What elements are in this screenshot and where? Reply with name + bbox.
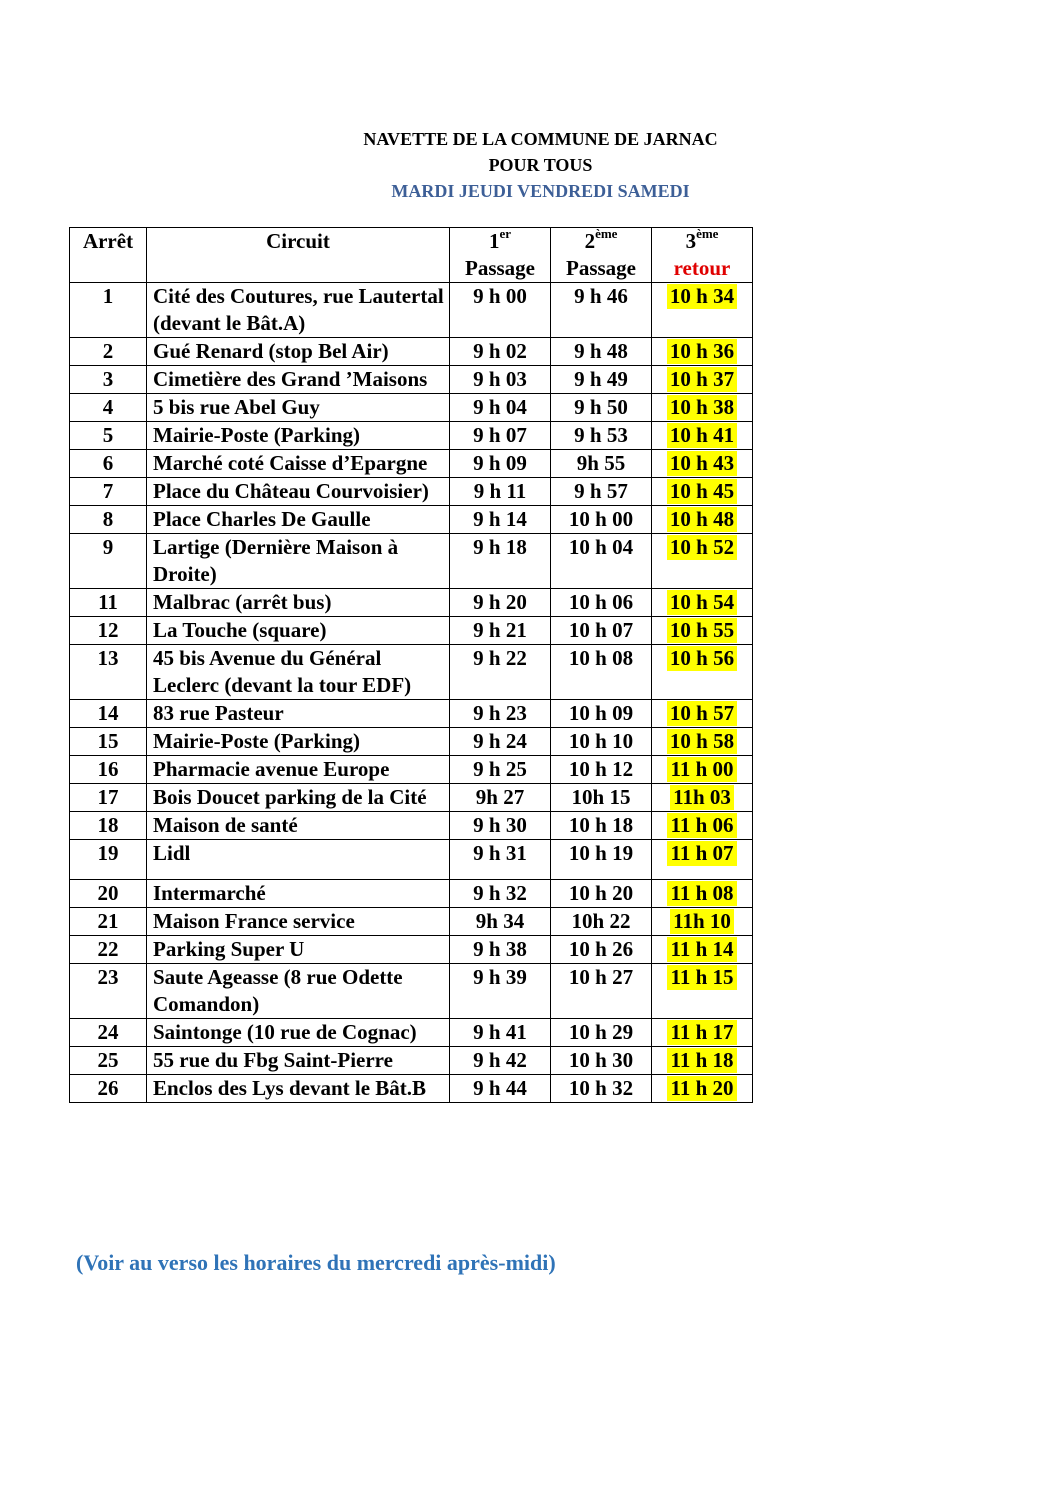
retour-time: 11 h 17 [667,1020,736,1045]
stop-circuit: Place Charles De Gaulle [147,506,450,534]
retour-time: 11 h 15 [667,965,736,990]
passage-1-time: 9 h 39 [450,964,551,1019]
retour-time: 10 h 56 [667,646,737,671]
passage-2-time: 9 h 49 [551,366,652,394]
passage-1-time: 9 h 41 [450,1019,551,1047]
table-row [70,1075,753,1103]
retour-time: 10 h 55 [667,618,737,643]
table-row [70,1019,753,1047]
stop-number: 14 [70,700,147,728]
table-header-row [70,228,753,283]
header-passage-1 [450,228,551,283]
retour-cell [652,1075,753,1103]
stop-number: 18 [70,812,147,840]
passage-1-time: 9 h 14 [450,506,551,534]
retour-time: 10 h 38 [667,395,737,420]
stop-circuit: Cité des Coutures, rue Lautertal (devant le Bât.A) [147,283,450,338]
table-row [70,422,753,450]
header-arret: Arrêt [70,228,147,283]
passage-1-time: 9 h 02 [450,338,551,366]
retour-time: 10 h 48 [667,507,737,532]
table-row [70,506,753,534]
stop-circuit: Marché coté Caisse d’Epargne [147,450,450,478]
passage-2-time: 10h 15 [551,784,652,812]
retour-cell [652,936,753,964]
retour-cell [652,478,753,506]
passage-2-time: 10 h 27 [551,964,652,1019]
passage-1-time: 9 h 00 [450,283,551,338]
retour-time: 10 h 45 [667,479,737,504]
retour-cell [652,506,753,534]
stop-circuit: Lidl [147,840,450,880]
header-p2-sup: ème [595,226,618,241]
stop-number: 20 [70,880,147,908]
retour-cell [652,422,753,450]
stop-circuit: Pharmacie avenue Europe [147,756,450,784]
stop-number: 6 [70,450,147,478]
passage-1-time: 9 h 42 [450,1047,551,1075]
retour-cell [652,908,753,936]
retour-cell [652,728,753,756]
header-circuit: Circuit [147,228,450,283]
retour-time: 10 h 54 [667,590,737,615]
header-p1-sup: er [499,226,512,241]
passage-1-time: 9 h 20 [450,589,551,617]
retour-time: 11h 10 [670,909,734,934]
passage-2-time: 10 h 07 [551,617,652,645]
passage-2-time: 10 h 04 [551,534,652,589]
retour-time: 10 h 36 [667,339,737,364]
retour-time: 11 h 00 [667,757,736,782]
passage-1-time: 9 h 44 [450,1075,551,1103]
retour-cell [652,1047,753,1075]
stop-number: 16 [70,756,147,784]
retour-cell [652,964,753,1019]
passage-2-time: 10h 22 [551,908,652,936]
retour-cell [652,534,753,589]
stop-circuit: Saintonge (10 rue de Cognac) [147,1019,450,1047]
table-row [70,366,753,394]
retour-time: 10 h 34 [667,284,737,309]
retour-cell [652,394,753,422]
passage-1-time: 9 h 07 [450,422,551,450]
table-row [70,450,753,478]
stop-circuit: Maison France service [147,908,450,936]
header-p1-label: Passage [465,256,535,280]
retour-time: 11 h 08 [667,881,736,906]
retour-cell [652,366,753,394]
table-row [70,728,753,756]
passage-2-time: 10 h 32 [551,1075,652,1103]
stop-number: 7 [70,478,147,506]
stop-number: 11 [70,589,147,617]
stop-circuit: Saute Ageasse (8 rue Odette Comandon) [147,964,450,1019]
table-row [70,908,753,936]
passage-1-time: 9 h 03 [450,366,551,394]
stop-number: 25 [70,1047,147,1075]
passage-1-time: 9 h 11 [450,478,551,506]
document-subtitle: POUR TOUS [488,155,593,175]
stop-number: 26 [70,1075,147,1103]
passage-2-time: 10 h 12 [551,756,652,784]
retour-cell [652,617,753,645]
passage-1-time: 9h 34 [450,908,551,936]
passage-1-time: 9h 27 [450,784,551,812]
service-days: MARDI JEUDI VENDREDI SAMEDI [391,181,690,201]
passage-2-time: 10 h 30 [551,1047,652,1075]
stop-number: 15 [70,728,147,756]
stop-circuit: 55 rue du Fbg Saint-Pierre [147,1047,450,1075]
stop-number: 21 [70,908,147,936]
stop-number: 12 [70,617,147,645]
stop-number: 19 [70,840,147,880]
retour-cell [652,880,753,908]
passage-2-time: 10 h 08 [551,645,652,700]
footnote: (Voir au verso les horaires du mercredi après-midi) [76,1250,556,1275]
retour-cell [652,784,753,812]
retour-time: 10 h 41 [667,423,737,448]
header-retour [652,228,753,283]
retour-cell [652,812,753,840]
header-passage-2 [551,228,652,283]
stop-number: 9 [70,534,147,589]
passage-1-time: 9 h 18 [450,534,551,589]
retour-cell [652,338,753,366]
table-row [70,936,753,964]
stop-number: 8 [70,506,147,534]
header-p2-label: Passage [566,256,636,280]
passage-2-time: 10 h 09 [551,700,652,728]
passage-1-time: 9 h 30 [450,812,551,840]
passage-1-time: 9 h 25 [450,756,551,784]
retour-time: 11 h 07 [667,841,736,866]
passage-2-time: 10 h 20 [551,880,652,908]
header-p1-num: 1 [488,229,500,253]
passage-2-time: 9h 55 [551,450,652,478]
retour-time: 10 h 37 [667,367,737,392]
passage-2-time: 9 h 57 [551,478,652,506]
table-row [70,840,753,880]
stop-number: 1 [70,283,147,338]
retour-time: 10 h 57 [667,701,737,726]
stop-number: 23 [70,964,147,1019]
document-title: NAVETTE DE LA COMMUNE DE JARNAC [363,129,718,149]
retour-time: 10 h 58 [667,729,737,754]
table-row [70,394,753,422]
document-header [0,126,1058,204]
passage-1-time: 9 h 22 [450,645,551,700]
passage-2-time: 9 h 46 [551,283,652,338]
passage-2-time: 10 h 29 [551,1019,652,1047]
retour-time: 11 h 14 [667,937,736,962]
retour-time: 10 h 52 [667,535,737,560]
stop-circuit: Parking Super U [147,936,450,964]
table-row [70,784,753,812]
retour-time: 11 h 18 [667,1048,736,1073]
stop-number: 2 [70,338,147,366]
header-p2-num: 2 [584,229,596,253]
stop-circuit: Cimetière des Grand ’Maisons [147,366,450,394]
passage-2-time: 9 h 53 [551,422,652,450]
retour-cell [652,700,753,728]
passage-2-time: 9 h 50 [551,394,652,422]
passage-2-time: 10 h 10 [551,728,652,756]
passage-1-time: 9 h 21 [450,617,551,645]
header-p3-num: 3 [685,229,697,253]
passage-2-time: 10 h 26 [551,936,652,964]
retour-cell [652,450,753,478]
stop-circuit: La Touche (square) [147,617,450,645]
passage-1-time: 9 h 38 [450,936,551,964]
table-row [70,589,753,617]
passage-2-time: 9 h 48 [551,338,652,366]
stop-circuit: Malbrac (arrêt bus) [147,589,450,617]
stop-number: 17 [70,784,147,812]
header-p3-label: retour [673,256,731,280]
retour-cell [652,840,753,880]
stop-circuit: Gué Renard (stop Bel Air) [147,338,450,366]
stop-number: 4 [70,394,147,422]
stop-circuit: Maison de santé [147,812,450,840]
stop-circuit: Lartige (Dernière Maison à Droite) [147,534,450,589]
table-row [70,964,753,1019]
stop-circuit: Place du Château Courvoisier) [147,478,450,506]
passage-1-time: 9 h 23 [450,700,551,728]
table-row [70,617,753,645]
schedule-table [69,227,753,1103]
passage-2-time: 10 h 00 [551,506,652,534]
retour-time: 11h 03 [670,785,734,810]
table-row [70,534,753,589]
table-row [70,338,753,366]
passage-2-time: 10 h 18 [551,812,652,840]
passage-2-time: 10 h 19 [551,840,652,880]
stop-circuit: Bois Doucet parking de la Cité [147,784,450,812]
retour-cell [652,1019,753,1047]
stop-number: 3 [70,366,147,394]
stop-circuit: Intermarché [147,880,450,908]
retour-time: 11 h 20 [667,1076,736,1101]
stop-circuit: Mairie-Poste (Parking) [147,728,450,756]
passage-1-time: 9 h 04 [450,394,551,422]
passage-1-time: 9 h 24 [450,728,551,756]
table-row [70,478,753,506]
stop-circuit: Enclos des Lys devant le Bât.B [147,1075,450,1103]
stop-number: 24 [70,1019,147,1047]
stop-number: 22 [70,936,147,964]
retour-cell [652,589,753,617]
table-row [70,880,753,908]
retour-time: 11 h 06 [667,813,736,838]
stop-number: 5 [70,422,147,450]
table-row [70,283,753,338]
retour-time: 10 h 43 [667,451,737,476]
stop-circuit: 5 bis rue Abel Guy [147,394,450,422]
stop-circuit: 45 bis Avenue du Général Leclerc (devant la tour EDF) [147,645,450,700]
stop-circuit: Mairie-Poste (Parking) [147,422,450,450]
passage-2-time: 10 h 06 [551,589,652,617]
passage-1-time: 9 h 09 [450,450,551,478]
retour-cell [652,283,753,338]
retour-cell [652,645,753,700]
table-row [70,812,753,840]
table-row [70,700,753,728]
passage-1-time: 9 h 32 [450,880,551,908]
table-row [70,756,753,784]
stop-number: 13 [70,645,147,700]
retour-cell [652,756,753,784]
passage-1-time: 9 h 31 [450,840,551,880]
table-row [70,1047,753,1075]
stop-circuit: 83 rue Pasteur [147,700,450,728]
table-row [70,645,753,700]
header-p3-sup: ème [696,226,719,241]
